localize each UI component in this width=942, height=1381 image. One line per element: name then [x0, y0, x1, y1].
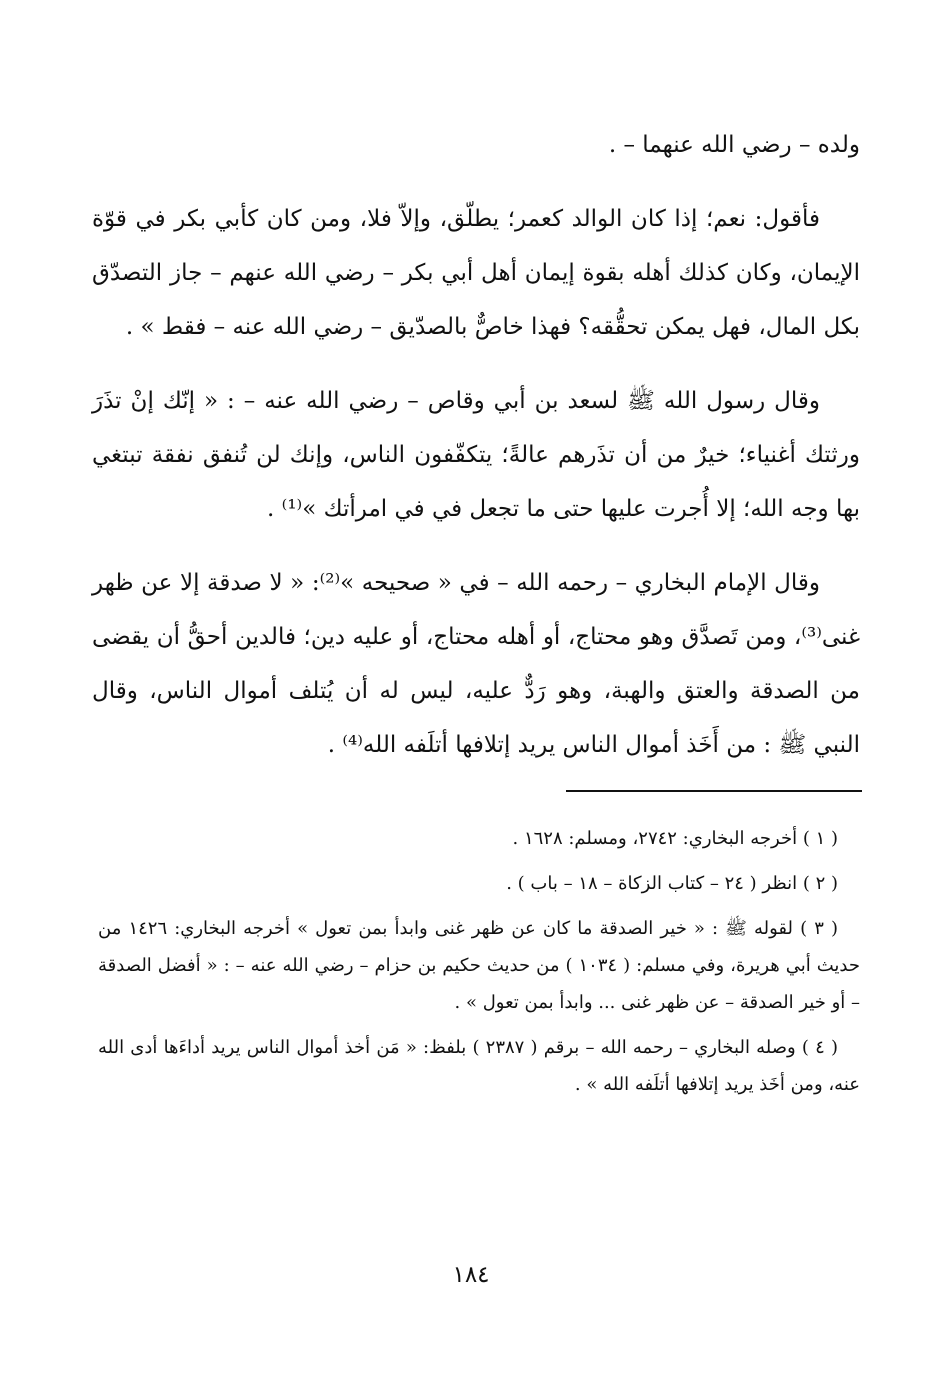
paragraph: فأقول: نعم؛ إذا كان الوالد كعمر؛ يطلّق، وإلاّ فلا، ومن كان كأبي بكر في قوّة الإيمان، وكان كذلك أهله بقوة إيمان أهل أبي بكر – رضي الله عنهم – جاز التصدّق بكل المال، فهل يمكن تحقُّقه؟ فهذا خاصٌّ بالصدّيق – رضي الله عنه – فقط » .: [92, 206, 860, 340]
page-number: ١٨٤: [452, 1262, 490, 1288]
main-text: [92, 118, 860, 792]
footnote: ( ١ ) أخرجه البخاري: ٢٧٤٢، ومسلم: ١٦٢٨ .: [512, 828, 838, 849]
paragraph: ولده – رضي الله عنهما – .: [608, 132, 860, 158]
footnote: ( ٢ ) انظر ( ٢٤ – كتاب الزكاة – ١٨ – باب ) .: [506, 873, 838, 894]
paragraph: وقال الإمام البخاري – رحمه الله – في « صحيحه »⁽²⁾: « لا صدقة إلا عن ظهر غنى⁽³⁾، ومن تَصدَّق وهو محتاج، أو أهله محتاج، أو عليه دين؛ فالدين أحقُّ أن يقضى من الصدقة والعتق والهبة، وهو رَدٌّ عليه، ليس له أن يُتلف أموال الناس، وقال النبي ﷺ : من أَخَذ أموال الناس يريد إتلافها أتلَفه الله⁽⁴⁾ .: [92, 570, 860, 758]
footnote: ( ٣ ) لقوله ﷺ : « خير الصدقة ما كان عن ظهر غنى وابدأ بمن تعول » أخرجه البخاري: ١٤٢٦ من حديث أبي هريرة، وفي مسلم: ( ١٠٣٤ ) من حديث حكيم بن حزام – رضي الله عنه – : « أفضل الصدقة – أو خير الصدقة – عن ظهر غنى ... وابدأ بمن تعول » .: [98, 918, 860, 1013]
footnotes: [98, 820, 860, 1111]
paragraph: وقال رسول الله ﷺ لسعد بن أبي وقاص – رضي الله عنه – : « إنّك إنْ تذَرَ ورثتك أغنياء؛ خيرٌ من أن تذَرهم عالةً؛ يتكفّفون الناس، وإنك لن تُنفق نفقة تبتغي بها وجه الله؛ إلا أُجرت عليها حتى ما تجعل في في امرأتك »⁽¹⁾ .: [92, 388, 860, 522]
footnote: ( ٤ ) وصله البخاري – رحمه الله – برقم ( ٢٣٨٧ ) بلفظ: « مَن أخذ أموال الناس يريد أداءَها أدى الله عنه، ومن أخَذ يريد إتلافها أتلَفه الله » .: [98, 1037, 860, 1095]
footnote-separator: [566, 790, 862, 792]
